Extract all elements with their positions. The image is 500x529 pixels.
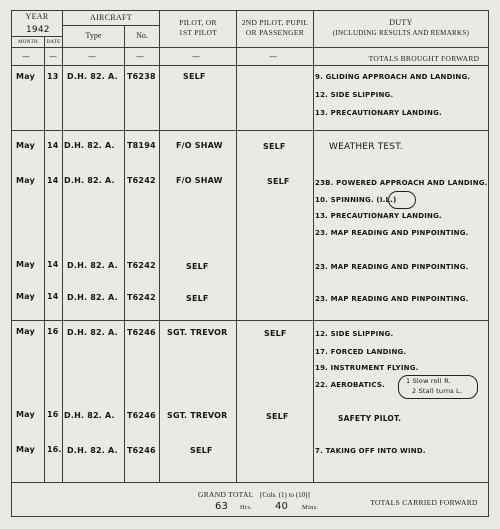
column-rule-pilot-second [236, 10, 237, 482]
entry-pilot: SELF [183, 72, 206, 81]
dash-second: — [269, 52, 277, 61]
footer-bottom-rule [11, 516, 489, 517]
column-rule-left-edge [11, 10, 12, 516]
entry-duty: 7. TAKING OFF INTO WIND. [315, 447, 426, 455]
entry-pilot: F/O SHAW [176, 141, 223, 150]
entry-duty: 13. PRECAUTIONARY LANDING. [315, 109, 442, 117]
grand-total-hours: 63 [215, 501, 229, 512]
entry-second: SELF [263, 142, 286, 151]
entry-duty: 13. PRECAUTIONARY LANDING. [315, 212, 442, 220]
entry-date: 16. [47, 445, 62, 454]
entry-date: 13 [47, 72, 59, 81]
column-rule-right-edge [488, 10, 489, 516]
column-rule-no-pilot [159, 10, 160, 482]
entry-duty: 9. GLIDING APPROACH AND LANDING. [315, 73, 471, 81]
entry-duty: 12. SIDE SLIPPING. [315, 330, 394, 338]
entry-pilot: SELF [186, 262, 209, 271]
year-label: YEAR [25, 12, 49, 21]
entry-number: T8194 [127, 141, 156, 150]
entry-type: D.H. 82. A. [67, 261, 118, 270]
entry-date: 14 [47, 141, 59, 150]
totals-carried-forward: TOTALS CARRIED FORWARD [370, 498, 478, 507]
entry-duty: 10. SPINNING. (I.L.) [315, 196, 397, 204]
entry-month: May [16, 327, 35, 336]
entry-type: D.H. 82. A. [64, 176, 115, 185]
table-bottom-rule [11, 482, 489, 483]
entry-type: D.H. 82. A. [67, 72, 118, 81]
section-rule-2 [11, 320, 489, 321]
entry-date: 16 [47, 410, 59, 419]
header-top-rule [11, 10, 489, 11]
dash-pilot: — [192, 52, 200, 61]
pilot-label: PILOT, OR 1ST PILOT [178, 18, 218, 37]
entry-duty: 23B. POWERED APPROACH AND LANDING. [315, 179, 488, 187]
duty-label: DUTY [389, 18, 413, 27]
grand-total-mins-label: Mins. [302, 504, 319, 511]
entry-pilot: SELF [190, 446, 213, 455]
entry-date: 16 [47, 327, 59, 336]
entry-second: SELF [264, 329, 287, 338]
grand-total-label: GRAND TOTAL [198, 490, 254, 499]
entry-type: D.H. 82. A. [64, 411, 115, 420]
column-rule-second-duty [313, 10, 314, 482]
entry-month: May [16, 410, 35, 419]
entry-month: May [16, 260, 35, 269]
entry-number: T6246 [127, 328, 156, 337]
year-value-rule [11, 36, 62, 37]
month-label: MONTH [18, 40, 38, 45]
entry-type: D.H. 82. A. [67, 328, 118, 337]
entry-duty: 19. INSTRUMENT FLYING. [315, 364, 419, 372]
entry-type: D.H. 82. A. [67, 446, 118, 455]
column-rule-type-no [124, 25, 125, 482]
aircraft-label: AIRCRAFT [90, 13, 132, 22]
entry-pilot: F/O SHAW [176, 176, 223, 185]
column-rule-date-type [62, 10, 63, 482]
entry-second: SELF [266, 412, 289, 421]
entry-date: 14 [47, 176, 59, 185]
entry-number: T6246 [127, 411, 156, 420]
column-rule-month-date [44, 36, 45, 482]
grand-total-hrs-label: Hrs. [240, 504, 253, 511]
entry-date: 14 [47, 260, 59, 269]
entry-number: T6242 [127, 176, 156, 185]
entry-pilot: SGT. TREVOR [167, 411, 228, 420]
aircraft-subheader-rule [62, 25, 159, 26]
duty-sub-label: (INCLUDING RESULTS AND REMARKS) [332, 29, 470, 37]
second-pilot-label: 2ND PILOT, PUPIL OR PASSENGER [241, 18, 309, 37]
header-bottom-rule [11, 47, 489, 48]
no-label: No. [136, 31, 148, 40]
dash-type: — [88, 52, 96, 61]
entry-type: D.H. 82. A. [67, 293, 118, 302]
entry-number: T6246 [127, 446, 156, 455]
entry-duty: 17. FORCED LANDING. [315, 348, 407, 356]
dash-month: — [22, 52, 30, 61]
brought-forward-rule [11, 65, 489, 66]
grand-total-cols-label: [Cols. (1) to (10)] [260, 491, 310, 499]
grand-total-mins: 40 [275, 501, 289, 512]
entry-month: May [16, 176, 35, 185]
entry-pilot: SGT. TREVOR [167, 328, 228, 337]
entry-month: May [16, 445, 35, 454]
dash-date: — [49, 52, 57, 61]
entry-number: T6242 [127, 293, 156, 302]
entry-duty: 23. MAP READING AND PINPOINTING. [315, 295, 469, 303]
entry-number: T6238 [127, 72, 156, 81]
date-label: DATE [46, 40, 61, 45]
entry-month: May [16, 141, 35, 150]
entry-duty: SAFETY PILOT. [338, 414, 402, 423]
entry-number: T6242 [127, 261, 156, 270]
entry-month: May [16, 292, 35, 301]
type-label: Type [85, 31, 102, 40]
entry-duty: 12. SIDE SLIPPING. [315, 91, 394, 99]
entry-duty: 23. MAP READING AND PINPOINTING. [315, 263, 469, 271]
entry-duty: 23. MAP READING AND PINPOINTING. [315, 229, 469, 237]
year-value: 1942 [26, 25, 50, 35]
entry-second: SELF [267, 177, 290, 186]
section-rule-1 [11, 130, 489, 131]
aerobatics-note-line-1: 1 Slow roll R. [406, 377, 451, 385]
dash-no: — [136, 52, 144, 61]
entry-duty: 22. AEROBATICS. [315, 381, 385, 389]
aerobatics-note-line-2: 2 Stall turns L. [412, 387, 463, 395]
entry-pilot: SELF [186, 294, 209, 303]
entry-month: May [16, 72, 35, 81]
totals-brought-forward: TOTALS BROUGHT FORWARD [368, 54, 480, 63]
entry-date: 14 [47, 292, 59, 301]
entry-type: D.H. 82. A. [64, 141, 115, 150]
entry-duty: WEATHER TEST. [329, 142, 403, 152]
